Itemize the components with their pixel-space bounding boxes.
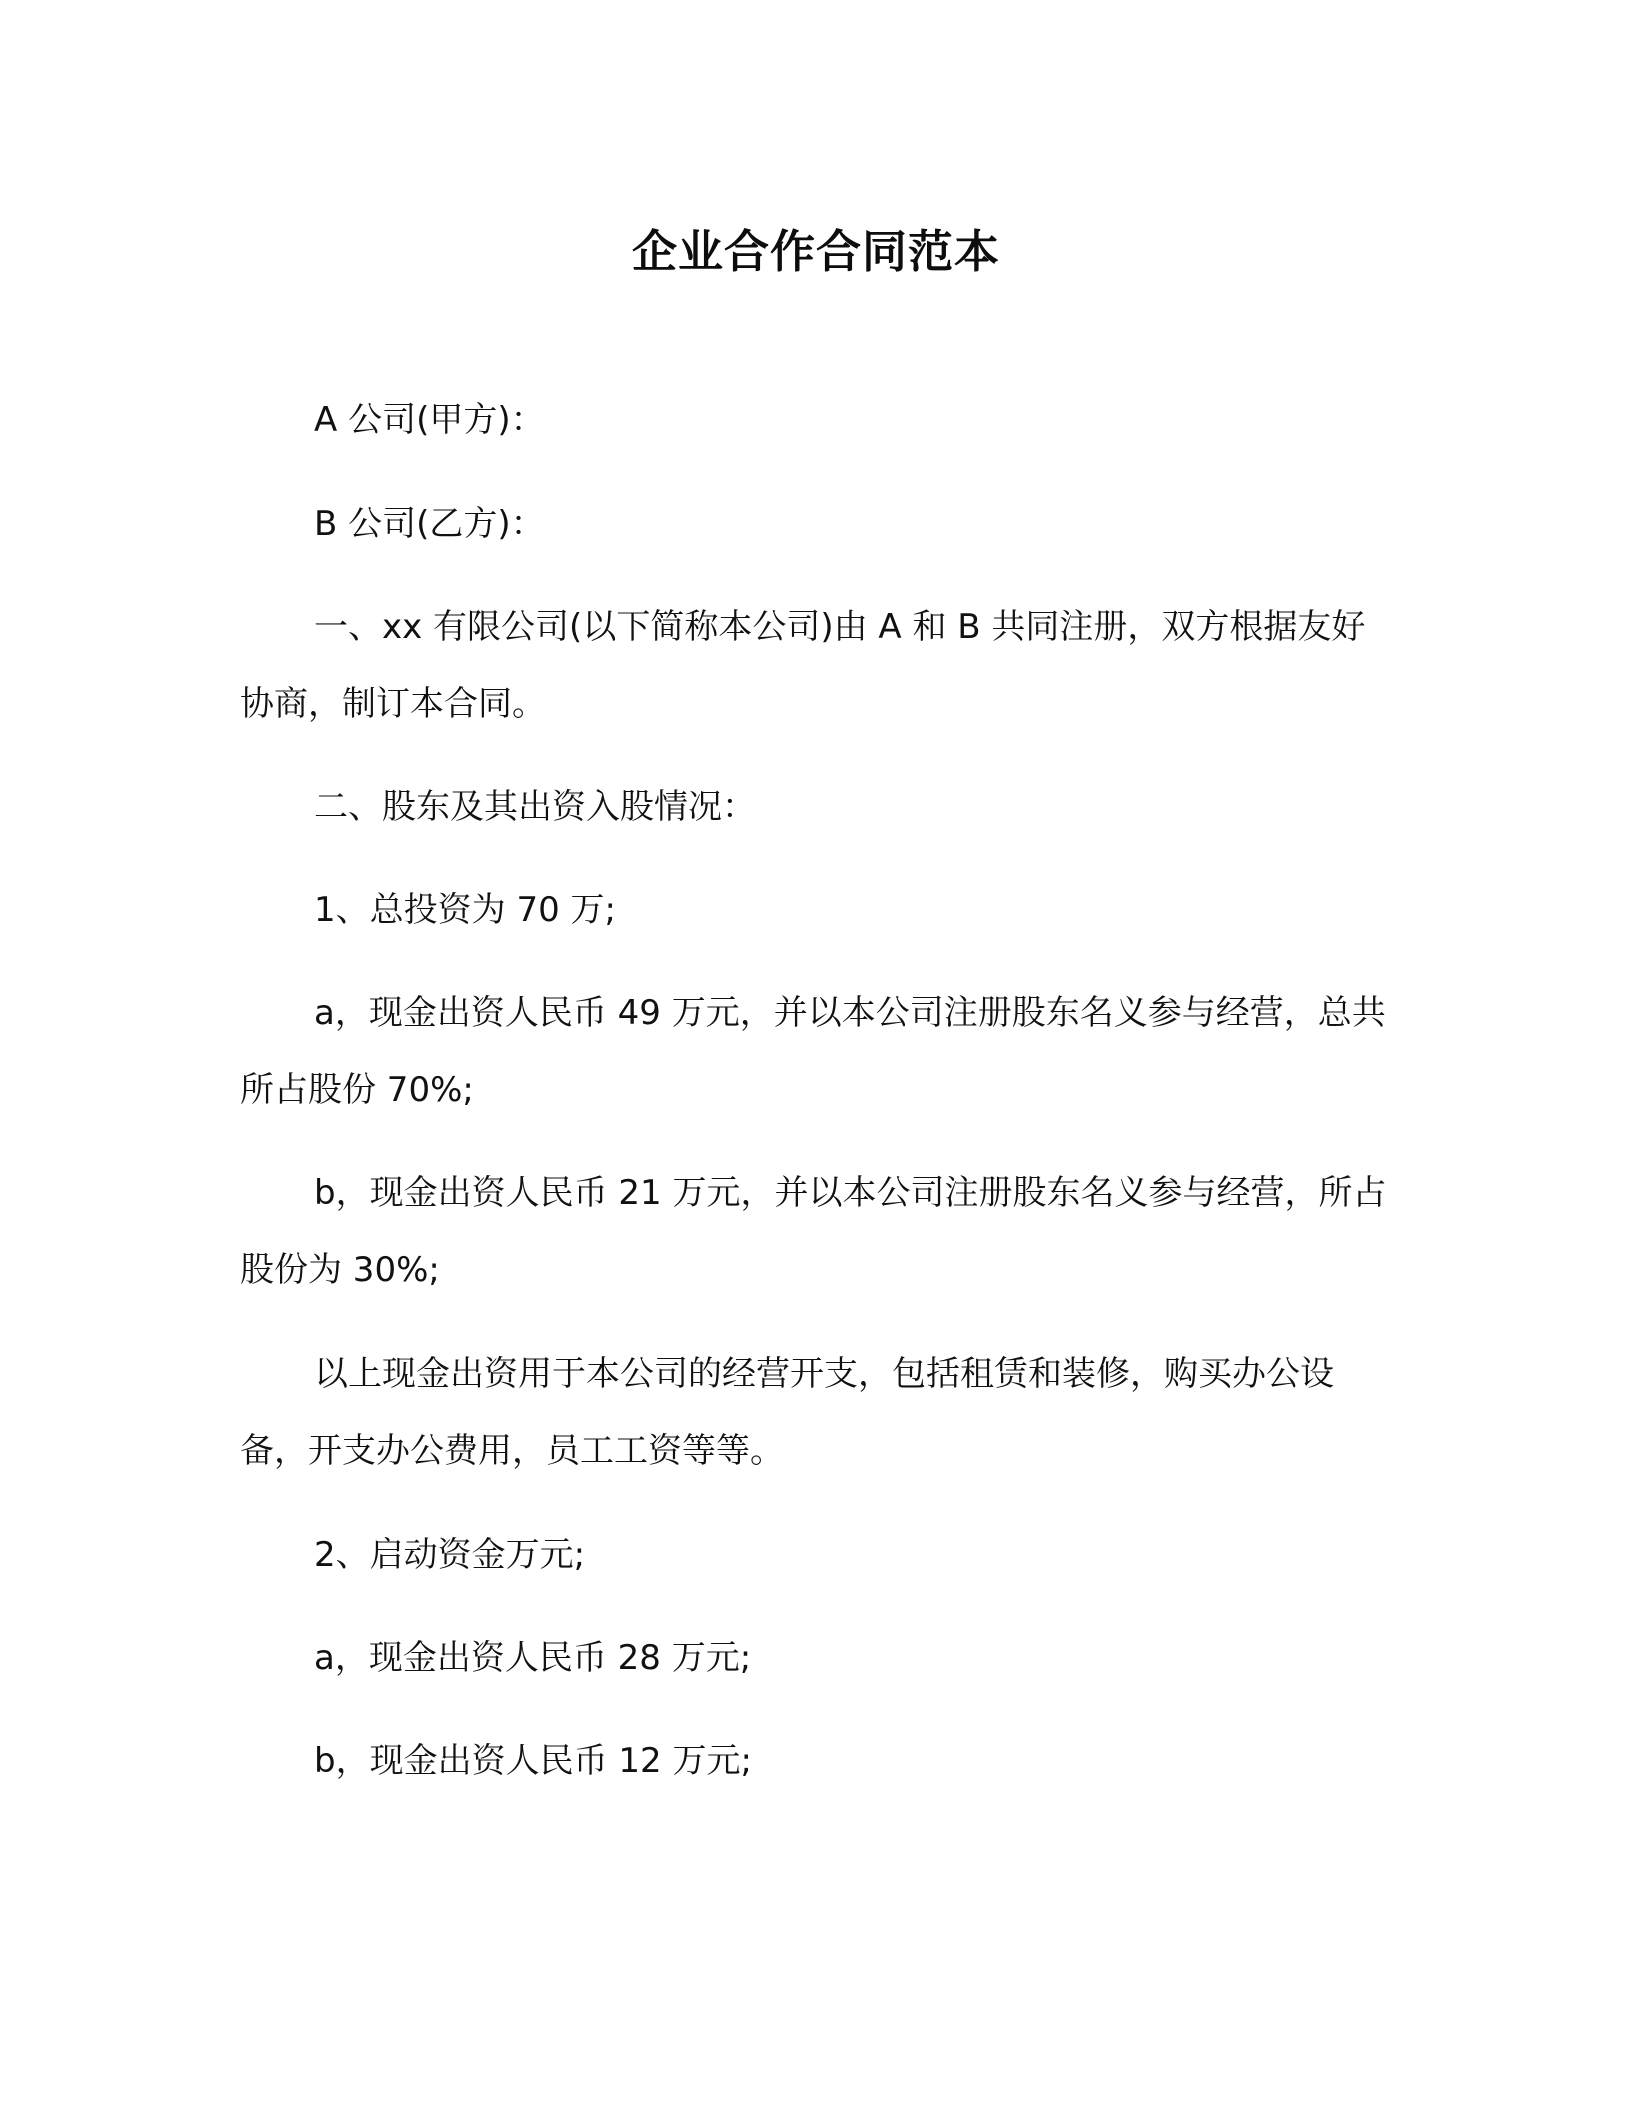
item-2a-paragraph: a，现金出资人民币 28 万元; [314, 1638, 752, 1678]
cash-usage-paragraph: 以上现金出资用于本公司的经营开支，包括租赁和装修，购买办公设备，开支办公费用，员工工资等等。 [240, 1354, 1334, 1471]
clause-1-paragraph: 一、xx 有限公司(以下简称本公司)由 A 和 B 共同注册，双方根据友好协商，制订本合同。 [240, 607, 1366, 724]
item-2-startup-funds: 2、启动资金万元; [314, 1535, 586, 1575]
item-2b-paragraph: b，现金出资人民币 12 万元; [314, 1741, 752, 1781]
party-a-line: A 公司(甲方)： [314, 400, 545, 440]
item-1a-paragraph: a，现金出资人民币 49 万元，并以本公司注册股东名义参与经营，总共所占股份 70%; [240, 993, 1386, 1110]
item-1b-paragraph: b，现金出资人民币 21 万元，并以本公司注册股东名义参与经营，所占股份为 30%; [240, 1173, 1387, 1290]
item-1-total-investment: 1、总投资为 70 万; [314, 890, 616, 930]
party-b-line: B 公司(乙方)： [314, 504, 545, 544]
document-title: 企业合作合同范本 [631, 225, 1000, 278]
clause-2-heading: 二、股东及其出资入股情况： [314, 787, 756, 827]
